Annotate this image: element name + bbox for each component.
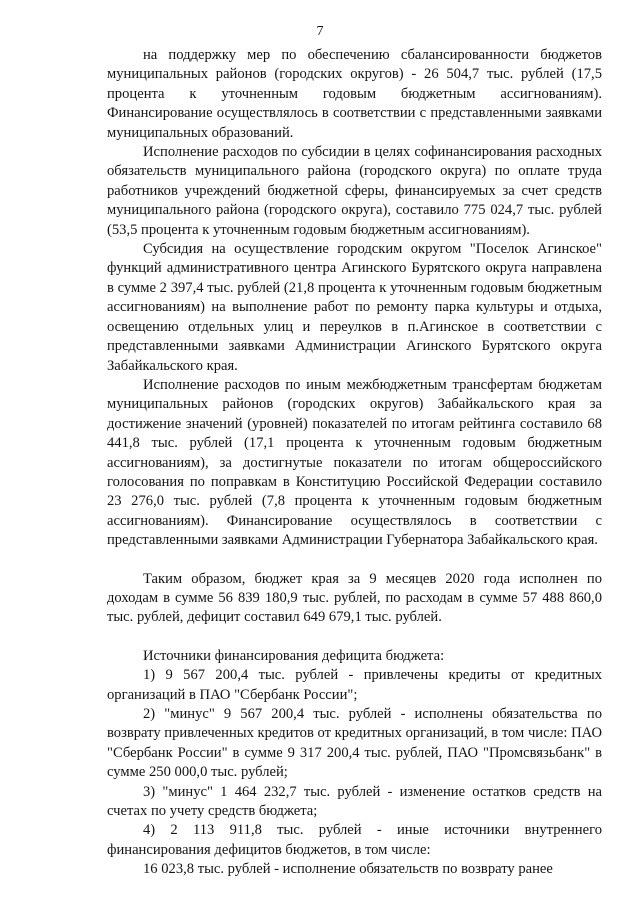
list-item-3: 3) "минус" 1 464 232,7 тыс. рублей - изменение остатков средств на счетах по учету средств бюджета; bbox=[107, 783, 602, 820]
list-item-4: 4) 2 113 911,8 тыс. рублей - иные источники внутреннего финансирования дефицитов бюджетов, в том числе: bbox=[107, 822, 602, 858]
paragraph-budget-summary: Таким образом, бюджет края за 9 месяцев 2020 года исполнен по доходам в сумме 56 839 180,9 тыс. рублей, по расходам в сумме 57 488 860,0 тыс. рублей, дефицит составил 649 679,1 тыс. рублей. bbox=[107, 570, 602, 626]
list-item-4-sub: 16 023,8 тыс. рублей - исполнение обязательств по возврату ранее bbox=[143, 861, 553, 878]
page-number: 7 bbox=[316, 24, 324, 39]
document-body bbox=[107, 46, 602, 880]
list-item-2: 2) "минус" 9 567 200,4 тыс. рублей - исполнены обязательства по возврату привлеченных кредитов от кредитных организаций, в том числе: ПАО "Сбербанк России" в сумме 9 317 200,4 тыс. рублей, ПАО "Промсвязьбанк" в сумме 250 000,0 тыс. рублей; bbox=[107, 706, 602, 781]
list-item-1: 1) 9 567 200,4 тыс. рублей - привлечены кредиты от кредитных организаций в ПАО "Сбербанк России"; bbox=[107, 667, 602, 703]
spacer bbox=[107, 551, 602, 570]
paragraph-salary-subsidy: Исполнение расходов по субсидии в целях софинансирования расходных обязательств муниципального района (городского округа) по оплате труда работников учреждений бюджетной сферы, финансируемых за счет средств муниципального района (городского округа), составило 775 024,7 тыс. рублей (53,5 процента к уточненным годовым бюджетным ассигнованиям). bbox=[107, 144, 602, 238]
paragraph-aginskoe-subsidy: Субсидия на осуществление городским округом "Поселок Агинское" функций административного центра Агинского Бурятского округа направлена в сумме 2 397,4 тыс. рублей (21,8 процента к уточненным годовым бюджетным ассигнованиям) на выполнение работ по ремонту парка культуры и отдыха, освещению отдельных улиц и переулков в п.Агинское в соответствии с представленными заявками Администрации Агинского Бурятского округа Забайкальского края. bbox=[107, 241, 602, 374]
paragraph-balance-support: на поддержку мер по обеспечению сбалансированности бюджетов муниципальных районов (городских округов) - 26 504,7 тыс. рублей (17,5 процента к уточненным годовым бюджетным ассигнованиям). Финансирование осуществлялось в соответствии с представленными заявками муниципальных образований. bbox=[107, 47, 602, 141]
paragraph-other-transfers: Исполнение расходов по иным межбюджетным трансфертам бюджетам муниципальных районов (городских округов) Забайкальского края за достижение значений (уровней) показателей по итогам рейтинга составило 68 441,8 тыс. рублей (17,1 процента к уточненным годовым бюджетным ассигнованиям), за достигнутые показатели по итогам общероссийского голосования по поправкам в Конституцию Российской Федерации составило 23 276,0 тыс. рублей (7,8 процента к уточненным годовым бюджетным ассигнованиям). Финансирование осуществлялось в соответствии с представленными заявками Администрации Губернатора Забайкальского края. bbox=[107, 376, 602, 549]
spacer bbox=[107, 628, 602, 647]
paragraph-deficit-sources-heading: Источники финансирования дефицита бюджета: bbox=[143, 647, 445, 664]
